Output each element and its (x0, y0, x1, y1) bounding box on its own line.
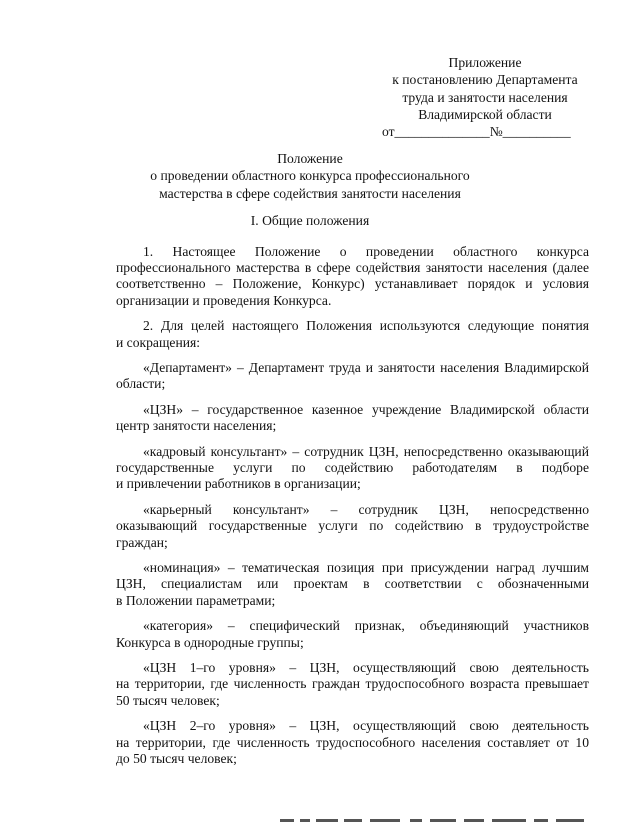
paragraph-line: «кадровый консультант» – сотрудник ЦЗН, непосредственно оказывающий (143, 444, 589, 460)
paragraph-line: и привлечении работников в организации; (116, 476, 361, 492)
definition-czn (116, 402, 589, 434)
paragraph-line: области; (116, 376, 166, 392)
next-page-text-fragment (280, 819, 600, 825)
appendix-block (380, 54, 590, 140)
paragraph-line: «категория» – специфический признак, объединяющий участников (143, 618, 589, 634)
appendix-region: Владимирской области (418, 106, 552, 122)
definition-nomination (116, 560, 589, 609)
paragraph-line: в Положении параметрами; (116, 592, 276, 608)
paragraph-line: «ЦЗН 2–го уровня» – ЦЗН, осуществляющий свою деятельность (143, 718, 589, 734)
title-line-3: мастерства в сфере содействия занятости населения (159, 185, 461, 201)
paragraph-line: 50 тысяч человек; (116, 692, 220, 708)
appendix-department: труда и занятости населения (402, 89, 568, 105)
document-body (116, 244, 589, 776)
paragraph-line: «ЦЗН 1–го уровня» – ЦЗН, осуществляющий свою деятельность (143, 660, 589, 676)
paragraph-line: до 50 тысяч человек; (116, 750, 237, 766)
paragraph-line: «номинация» – тематическая позиция при присуждении наград лучшим (143, 560, 589, 576)
paragraph-line: 2. Для целей настоящего Положения используются следующие понятия (143, 318, 589, 334)
definition-department (116, 360, 589, 392)
paragraph-line: «Департамент» – Департамент труда и занятости населения Владимирской (143, 360, 589, 376)
paragraph-line: ЦЗН, специалистам или проектам в соответствии с обозначенными (116, 576, 589, 592)
paragraph-line: государственные услуги по содействию работодателям в подборе (116, 460, 589, 476)
definition-czn-level-2 (116, 718, 589, 767)
appendix-date-number: от______________№__________ (382, 124, 571, 140)
paragraph-line: «ЦЗН» – государственное казенное учреждение Владимирской области (143, 402, 589, 418)
section-heading: I. Общие положения (250, 213, 370, 228)
title-line-1: Положение (277, 151, 343, 166)
paragraph-line: «карьерный консультант» – сотрудник ЦЗН, непосредственно (143, 502, 589, 518)
paragraph-line: оказывающий государственные услуги по содействию в трудоустройстве (116, 518, 589, 534)
paragraph-line: Конкурса в однородные группы; (116, 634, 304, 650)
paragraph-line: центр занятости населения; (116, 418, 277, 434)
title-line-2: о проведении областного конкурса профессионального (150, 168, 470, 184)
definition-hr-consultant (116, 444, 589, 493)
appendix-label: Приложение (448, 55, 522, 70)
paragraph-line: на территории, где численность трудоспособного населения составляет от 10 (116, 734, 589, 750)
paragraph-line: и сокращения: (116, 334, 201, 350)
definition-czn-level-1 (116, 660, 589, 709)
definition-career-consultant (116, 502, 589, 551)
appendix-resolution-ref: к постановлению Департамента (392, 72, 578, 88)
document-title (110, 150, 510, 202)
paragraph-line: граждан; (116, 534, 168, 550)
paragraph-2 (116, 318, 589, 350)
paragraph-line: на территории, где численность граждан трудоспособного возраста превышает (116, 676, 589, 692)
paragraph-line: соответственно – Положение, Конкурс) устанавливает порядок и условия (116, 276, 589, 292)
paragraph-line: организации и проведения Конкурса. (116, 292, 332, 308)
definition-category (116, 618, 589, 650)
paragraph-line: 1. Настоящее Положение о проведении областного конкурса (143, 244, 589, 259)
paragraph-1 (116, 244, 589, 309)
paragraph-line: профессионального мастерства в сфере содействия занятости населения (далее (116, 260, 589, 276)
